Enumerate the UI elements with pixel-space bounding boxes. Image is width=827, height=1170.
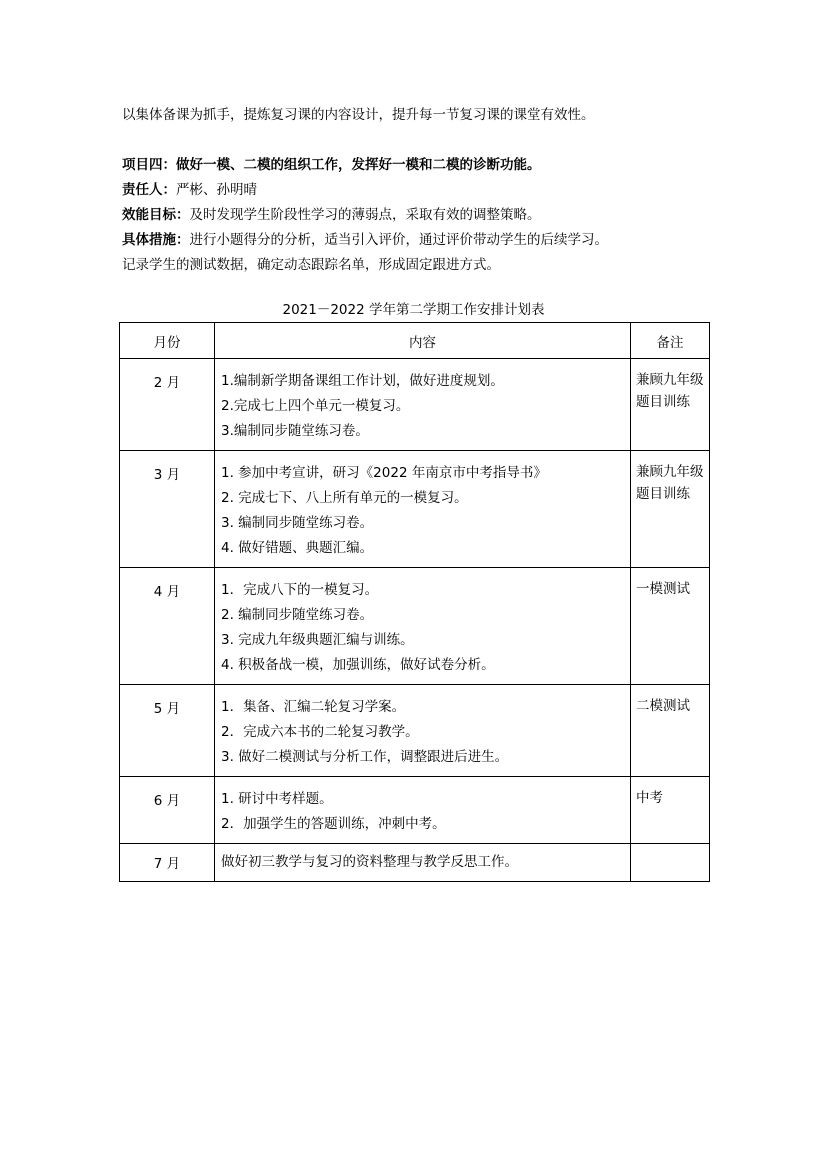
month-cell: 7 月	[120, 844, 215, 882]
list-item: 3. 编制同步随堂练习卷。	[221, 515, 374, 531]
content-cell	[215, 451, 631, 568]
measure-continuation: 记录学生的测试数据，确定动态跟踪名单，形成固定跟进方式。	[122, 257, 500, 273]
list-item: 1．完成八下的一模复习。	[221, 582, 379, 598]
owner-label: 责任人：	[122, 182, 176, 198]
table-row	[120, 685, 710, 777]
month-cell: 4 月	[120, 568, 215, 685]
list-item: 2．完成六本书的二轮复习教学。	[221, 724, 419, 740]
owner-value: 严彬、孙明晴	[176, 182, 257, 198]
list-item: 1. 参加中考宣讲，研习《2022 年南京市中考指导书》	[221, 465, 547, 481]
owner-line	[122, 180, 257, 200]
month-cell: 6 月	[120, 777, 215, 844]
schedule-table	[119, 322, 710, 882]
list-item: 2. 编制同步随堂练习卷。	[221, 607, 374, 623]
goal-label: 效能目标：	[122, 207, 190, 223]
measure-value: 进行小题得分的分析，适当引入评价，通过评价带动学生的后续学习。	[189, 232, 608, 248]
list-item: 2．加强学生的答题训练，冲刺中考。	[221, 816, 446, 832]
list-item: 做好初三教学与复习的资料整理与教学反思工作。	[221, 854, 518, 870]
list-item: 2. 完成七下、八上所有单元的一模复习。	[221, 490, 468, 506]
note-cell: 兼顾九年级题目训练	[631, 359, 710, 451]
list-item: 3. 做好二模测试与分析工作，调整跟进后进生。	[221, 749, 509, 765]
list-item: 1.编制新学期备课组工作计划，做好进度规划。	[221, 373, 504, 389]
content-cell	[215, 568, 631, 685]
header-note: 备注	[631, 323, 710, 359]
table-row	[120, 451, 710, 568]
table-caption: 2021－2022 学年第二学期工作安排计划表	[282, 302, 545, 318]
month-cell: 3 月	[120, 451, 215, 568]
measure-line	[122, 230, 608, 250]
list-item: 4. 做好错题、典题汇编。	[221, 540, 374, 556]
list-item: 3.编制同步随堂练习卷。	[221, 423, 369, 439]
table-row	[120, 568, 710, 685]
content-cell	[215, 685, 631, 777]
content-cell	[215, 777, 631, 844]
content-cell	[215, 359, 631, 451]
table-row	[120, 777, 710, 844]
month-cell: 2 月	[120, 359, 215, 451]
goal-value: 及时发现学生阶段性学习的薄弱点，采取有效的调整策略。	[189, 207, 541, 223]
note-cell: 兼顾九年级题目训练	[631, 451, 710, 568]
list-item: 1. 研讨中考样题。	[221, 791, 333, 807]
note-cell	[631, 844, 710, 882]
table-row	[120, 844, 710, 882]
goal-line	[122, 205, 541, 225]
month-cell: 5 月	[120, 685, 215, 777]
header-content: 内容	[215, 323, 631, 359]
table-header-row	[120, 323, 710, 359]
list-item: 4. 积极备战一模，加强训练，做好试卷分析。	[221, 657, 495, 673]
table-row	[120, 359, 710, 451]
intro-paragraph: 以集体备课为抓手，提炼复习课的内容设计，提升每一节复习课的课堂有效性。	[122, 107, 595, 123]
content-cell	[215, 844, 631, 882]
measure-label: 具体措施：	[122, 232, 190, 248]
note-cell: 一模测试	[631, 568, 710, 685]
header-month: 月份	[120, 323, 215, 359]
list-item: 3. 完成九年级典题汇编与训练。	[221, 632, 414, 648]
list-item: 1．集备、汇编二轮复习学案。	[221, 699, 406, 715]
note-cell: 中考	[631, 777, 710, 844]
list-item: 2.完成七上四个单元一模复习。	[221, 398, 410, 414]
note-cell: 二模测试	[631, 685, 710, 777]
project-title: 项目四：做好一模、二模的组织工作，发挥好一模和二模的诊断功能。	[122, 157, 541, 173]
